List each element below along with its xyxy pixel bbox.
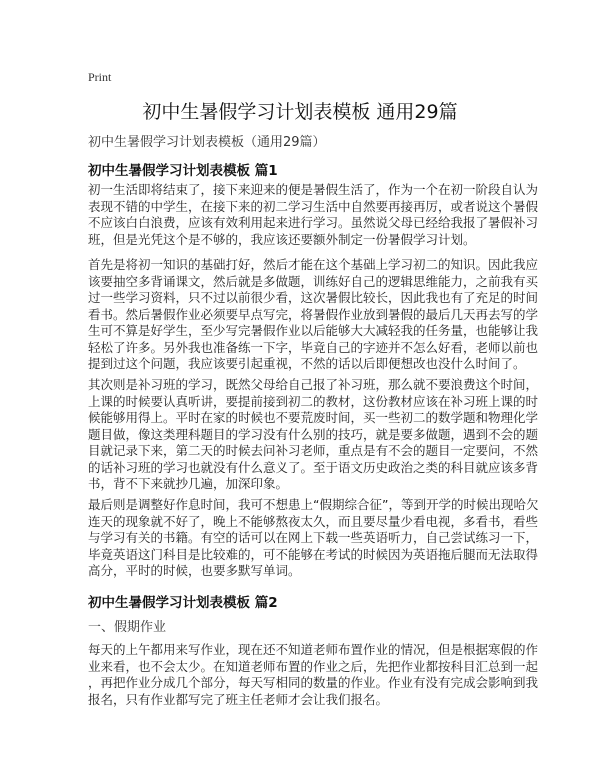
print-link[interactable]: Print xyxy=(88,70,112,84)
text-line: 题目做，像这类理科题目的学习没有什么别的技巧，就是要多做题，遇到不会的题 xyxy=(88,426,539,442)
paragraph xyxy=(88,182,548,248)
text-line: 上课的时候要认真听讲，要提前接到初二的教材，这份教材应该在补习班上课的时 xyxy=(88,393,539,409)
text-line: 连天的现象就不好了，晚上不能够熬夜太久，而且要尽量少看电视，多看书，看些 xyxy=(88,513,539,529)
page-title: 初中生暑假学习计划表模板 通用29篇 xyxy=(142,101,458,123)
text-line: 其次则是补习班的学习，既然父母给自己报了补习班，那么就不要浪费这个时间， xyxy=(88,377,539,392)
document-subtitle: 初中生暑假学习计划表模板（通用29篇） xyxy=(88,135,326,150)
text-line: 不应该白白浪费，应该有效利用起来进行学习。虽然说父母已经给我报了暑假补习 xyxy=(88,215,539,230)
text-line: 初一生活即将结束了，接下来迎来的便是暑假生活了，作为一个在初一阶段自认为 xyxy=(88,182,539,197)
text-line: 轻松了许多。另外我也准备练一下字，毕竟自己的字迹并不怎么好看，老师以前也 xyxy=(88,339,539,355)
text-line: 首先是将初一知识的基础打好，然后才能在这个基础上学习初二的知识。因此我应 xyxy=(88,257,539,272)
text-line: 目就记录下来，第二天的时候去问补习老师，重点是有不会的题目一定要问，不然 xyxy=(88,443,539,458)
list-item-heading: 一、假期作业 xyxy=(88,620,167,635)
text-line: 高分，平时的时候，也要多默写单词。 xyxy=(88,563,301,578)
section-heading-1: 初中生暑假学习计划表模板 篇1 xyxy=(88,163,278,179)
text-line: 该要抽空多背诵课文，然后就是多做题，训练好自己的逻辑思维能力，之前我有买 xyxy=(88,273,539,289)
text-line: 表现不错的中学生，在接下来的初二学习生活中自然要再接再厉，或者说这个暑假 xyxy=(88,198,539,214)
section-heading-2: 初中生暑假学习计划表模板 篇2 xyxy=(88,595,278,611)
text-line: 看书。然后暑假作业必须要早点写完，将暑假作业放到暑假的最后几天再去写的学 xyxy=(88,306,539,322)
text-line: 的话补习班的学习也就没有什么意义了。至于语文历史政治之类的科目就应该多背 xyxy=(88,459,539,475)
text-line: 与学习有关的书籍。有空的话可以在网上下载一些英语听力，自己尝试练习一下， xyxy=(88,530,539,545)
text-line: 候能够用得上。平时在家的时候也不要荒废时间，买一些初二的数学题和物理化学 xyxy=(88,410,539,425)
paragraph xyxy=(88,497,548,580)
text-line: 每天的上午都用来写作业，现在还不知道老师布置作业的情况，但是根据寒假的作 xyxy=(88,642,539,657)
text-line: 过一些学习资料，只不过以前很少看，这次暑假比较长，因此我也有了充足的时间 xyxy=(88,290,539,305)
text-line: 毕竟英语这门科目是比较难的，可不能够在考试的时候因为英语拖后腿而无法取得 xyxy=(88,546,539,562)
text-line: 最后则是调整好作息时间，我可不想患上“假期综合征”，等到开学的时候出现哈欠 xyxy=(88,497,539,512)
paragraph xyxy=(88,377,548,493)
text-line: 提到过这个问题，我应该要引起重视，不然的话以后即便想改也没什么时间了。 xyxy=(88,356,526,371)
text-line: 报名，只有作业都写完了班主任老师才会让我们报名。 xyxy=(88,691,389,707)
text-line: 生可不算是好学生，至少写完暑假作业以后能够大大减轻我的任务量，也能够让我 xyxy=(88,323,539,338)
text-line: 班，但是光凭这个是不够的，我应该还要额外制定一份暑假学习计划。 xyxy=(88,231,476,247)
text-line: 业来看，也不会太少。在知道老师布置的作业之后，先把作业都按科目汇总到一起 xyxy=(88,658,539,674)
text-line: 书，背不下来就抄几遍，加深印象。 xyxy=(88,476,289,491)
paragraph xyxy=(88,642,548,708)
paragraph xyxy=(88,257,548,373)
text-line: ，再把作业分成几个部分，每天写相同的数量的作业。作业有没有完成会影响到我 xyxy=(88,675,539,690)
